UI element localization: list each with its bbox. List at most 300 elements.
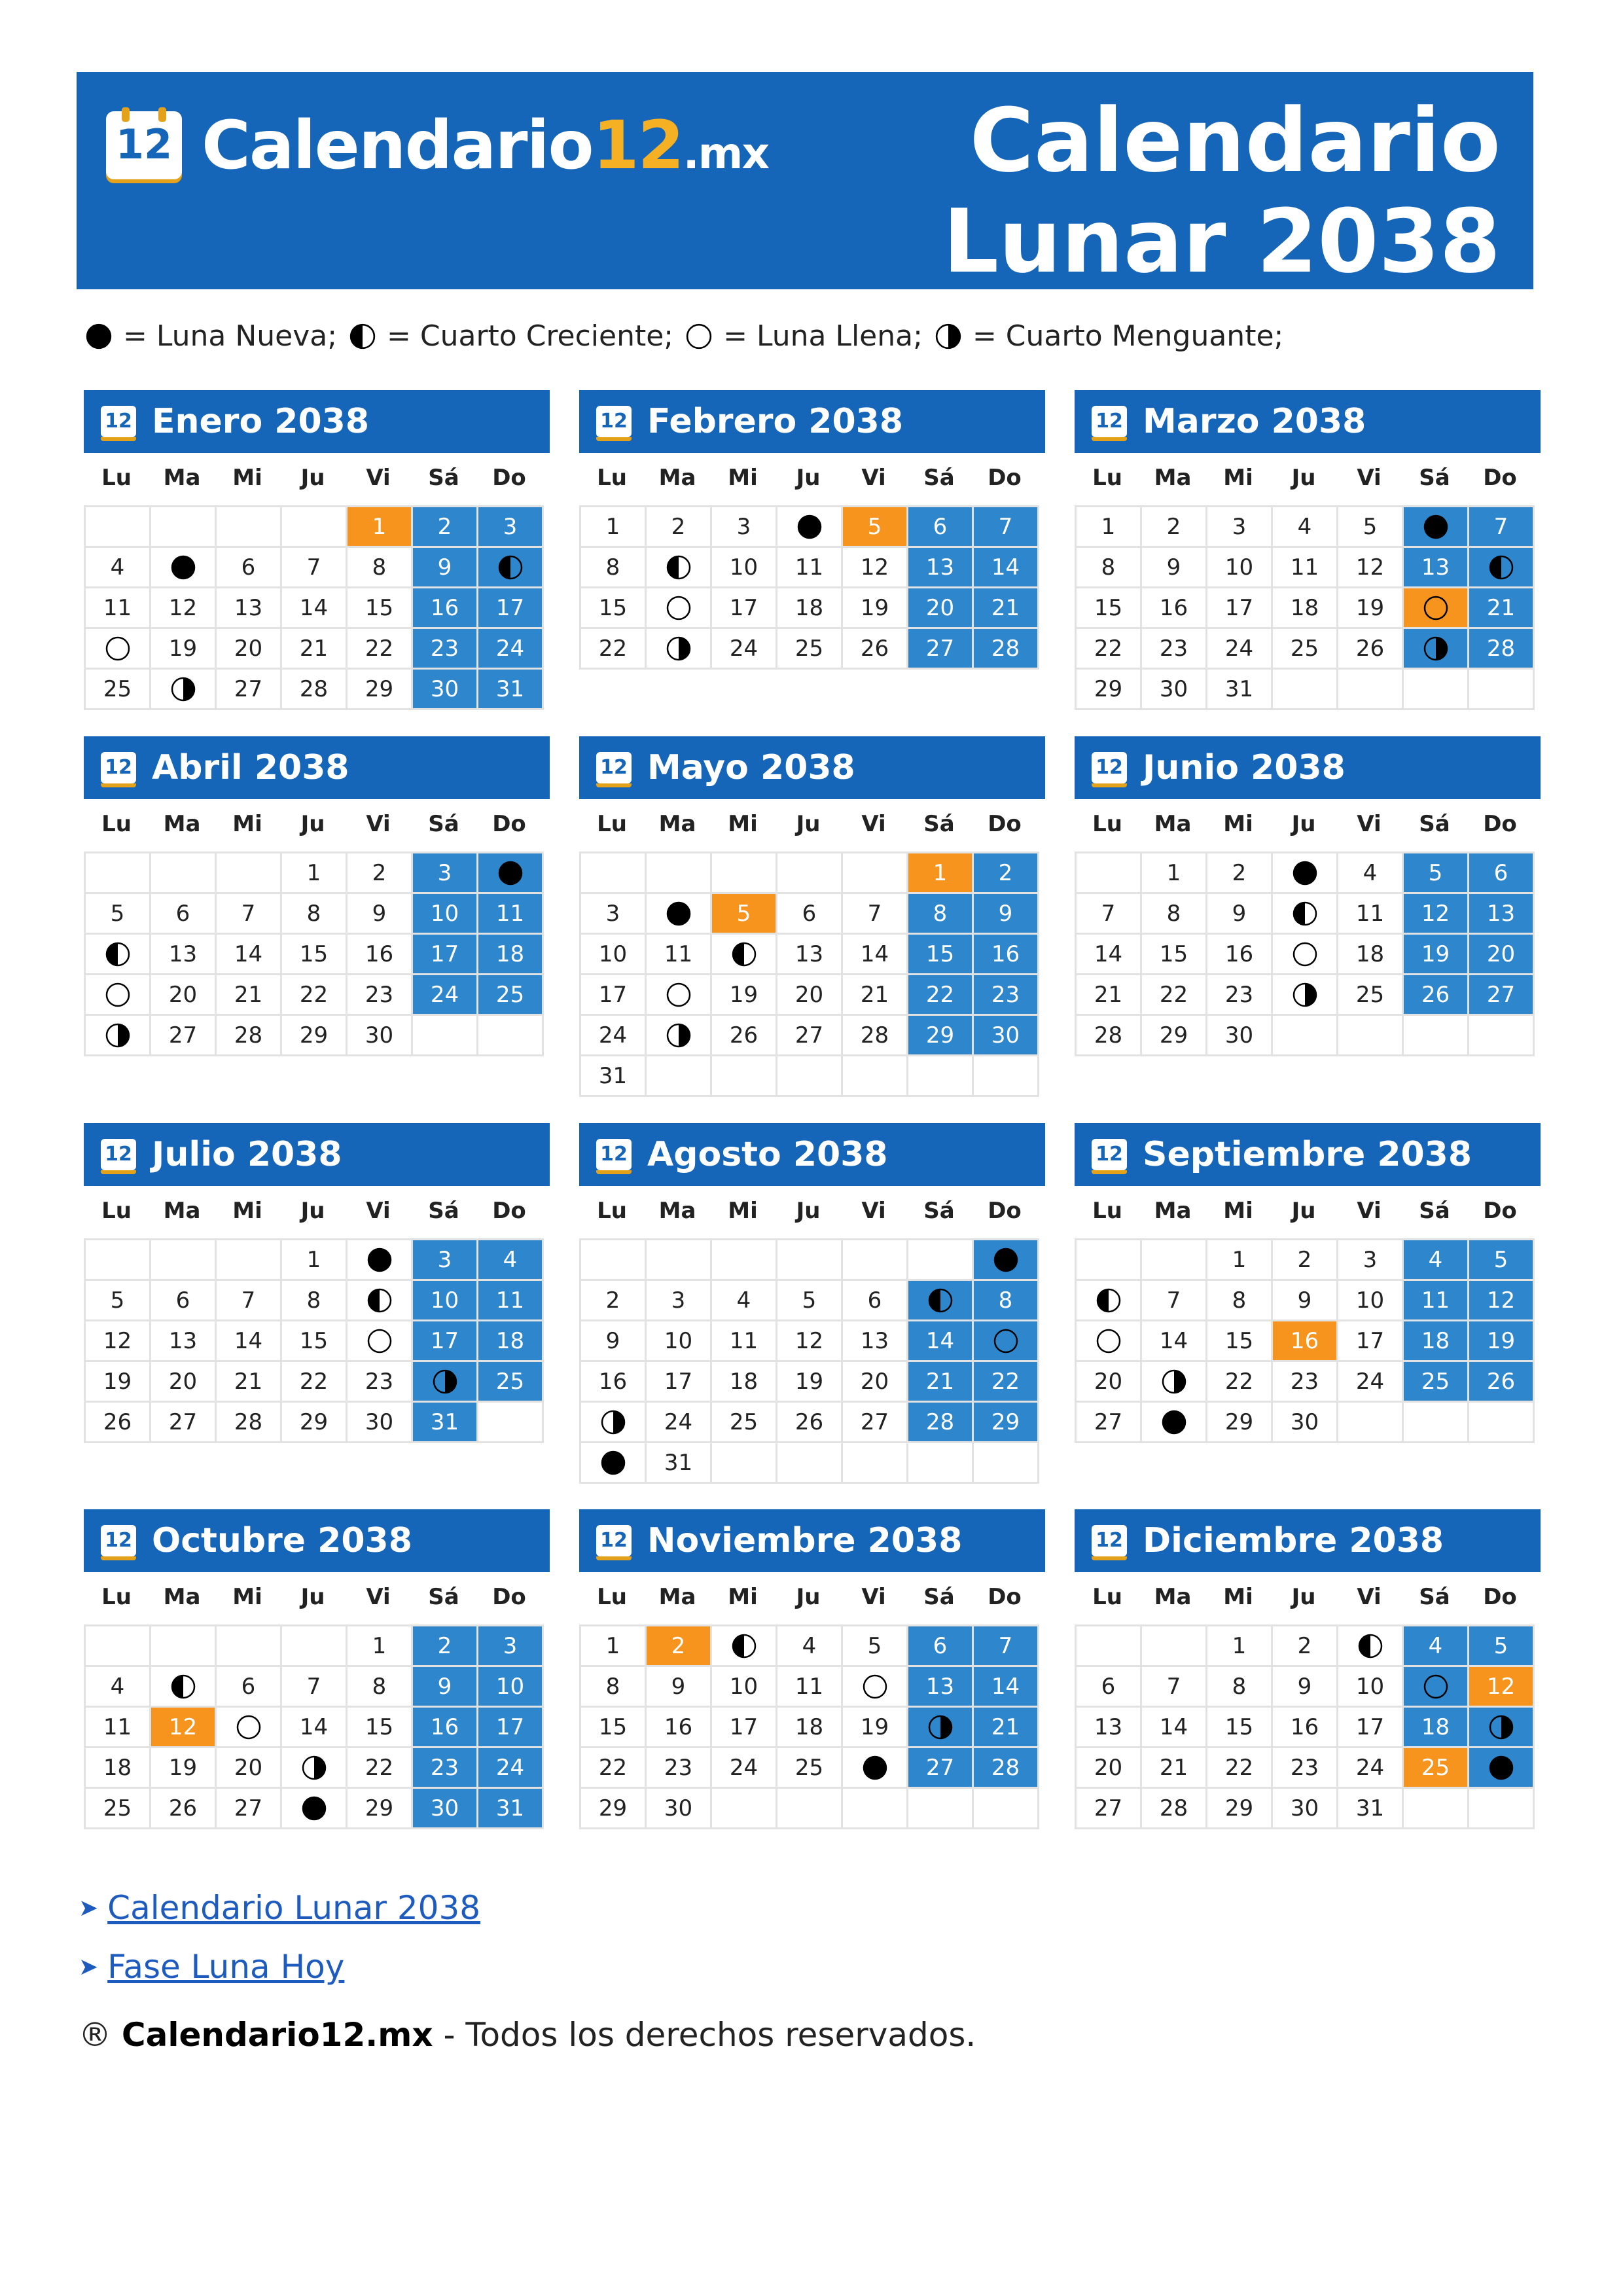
day-cell[interactable]: [974, 1321, 1039, 1362]
day-cell[interactable]: [413, 670, 478, 710]
day-cell[interactable]: [1142, 670, 1207, 710]
day-cell[interactable]: [348, 1789, 413, 1829]
day-cell[interactable]: [581, 1403, 647, 1443]
day-cell[interactable]: [1077, 1362, 1142, 1403]
day-cell[interactable]: [413, 548, 478, 588]
day-cell[interactable]: [1338, 1789, 1404, 1829]
day-cell[interactable]: [217, 1667, 282, 1708]
day-cell[interactable]: [478, 629, 544, 670]
day-cell[interactable]: [1404, 548, 1469, 588]
day-cell[interactable]: [217, 1321, 282, 1362]
day-cell[interactable]: [581, 629, 647, 670]
day-cell[interactable]: [1469, 935, 1535, 975]
day-cell[interactable]: [908, 935, 974, 975]
day-cell[interactable]: [1338, 1362, 1404, 1403]
day-cell[interactable]: [908, 894, 974, 935]
day-cell[interactable]: [1404, 1321, 1469, 1362]
day-cell[interactable]: [581, 1016, 647, 1056]
day-cell[interactable]: [1404, 1281, 1469, 1321]
day-cell[interactable]: [1338, 1240, 1404, 1281]
day-cell[interactable]: [843, 1362, 908, 1403]
day-cell[interactable]: [282, 629, 348, 670]
day-cell[interactable]: [647, 588, 712, 629]
day-cell[interactable]: [1142, 975, 1207, 1016]
day-cell[interactable]: [1404, 1708, 1469, 1748]
day-cell[interactable]: [1207, 853, 1273, 894]
day-cell[interactable]: [1273, 548, 1338, 588]
day-cell[interactable]: [712, 1667, 777, 1708]
day-cell[interactable]: [843, 1626, 908, 1667]
day-cell[interactable]: [843, 588, 908, 629]
day-cell[interactable]: [908, 1748, 974, 1789]
day-cell[interactable]: [777, 1016, 843, 1056]
day-cell[interactable]: [647, 1748, 712, 1789]
day-cell[interactable]: [86, 935, 151, 975]
day-cell[interactable]: [1142, 1016, 1207, 1056]
day-cell[interactable]: [647, 1443, 712, 1484]
day-cell[interactable]: [282, 1708, 348, 1748]
day-cell[interactable]: [282, 935, 348, 975]
day-cell[interactable]: [712, 548, 777, 588]
day-cell[interactable]: [478, 1667, 544, 1708]
day-cell[interactable]: [1273, 894, 1338, 935]
day-cell[interactable]: [413, 1403, 478, 1443]
day-cell[interactable]: [908, 1708, 974, 1748]
day-cell[interactable]: [1404, 935, 1469, 975]
day-cell[interactable]: [217, 548, 282, 588]
day-cell[interactable]: [712, 975, 777, 1016]
day-cell[interactable]: [712, 935, 777, 975]
day-cell[interactable]: [217, 1789, 282, 1829]
day-cell[interactable]: [1142, 1321, 1207, 1362]
day-cell[interactable]: [647, 629, 712, 670]
day-cell[interactable]: [1142, 1748, 1207, 1789]
day-cell[interactable]: [1404, 629, 1469, 670]
day-cell[interactable]: [908, 1321, 974, 1362]
day-cell[interactable]: [581, 1056, 647, 1097]
day-cell[interactable]: [974, 1240, 1039, 1281]
day-cell[interactable]: [1077, 935, 1142, 975]
day-cell[interactable]: [974, 1748, 1039, 1789]
day-cell[interactable]: [348, 507, 413, 548]
day-cell[interactable]: [1273, 1626, 1338, 1667]
day-cell[interactable]: [1077, 975, 1142, 1016]
day-cell[interactable]: [413, 1789, 478, 1829]
day-cell[interactable]: [1404, 1362, 1469, 1403]
day-cell[interactable]: [1273, 1789, 1338, 1829]
day-cell[interactable]: [282, 1667, 348, 1708]
day-cell[interactable]: [843, 507, 908, 548]
day-cell[interactable]: [647, 1016, 712, 1056]
day-cell[interactable]: [1142, 1403, 1207, 1443]
day-cell[interactable]: [282, 1789, 348, 1829]
day-cell[interactable]: [151, 548, 217, 588]
day-cell[interactable]: [413, 629, 478, 670]
day-cell[interactable]: [1338, 975, 1404, 1016]
day-cell[interactable]: [1404, 1748, 1469, 1789]
day-cell[interactable]: [908, 1362, 974, 1403]
day-cell[interactable]: [1077, 670, 1142, 710]
day-cell[interactable]: [1207, 548, 1273, 588]
day-cell[interactable]: [1273, 975, 1338, 1016]
day-cell[interactable]: [1273, 1321, 1338, 1362]
day-cell[interactable]: [348, 1626, 413, 1667]
day-cell[interactable]: [777, 1403, 843, 1443]
day-cell[interactable]: [1207, 1362, 1273, 1403]
day-cell[interactable]: [1077, 588, 1142, 629]
day-cell[interactable]: [1207, 1321, 1273, 1362]
day-cell[interactable]: [1404, 894, 1469, 935]
day-cell[interactable]: [581, 507, 647, 548]
day-cell[interactable]: [86, 1748, 151, 1789]
day-cell[interactable]: [908, 1403, 974, 1443]
day-cell[interactable]: [777, 1626, 843, 1667]
day-cell[interactable]: [282, 1016, 348, 1056]
day-cell[interactable]: [777, 629, 843, 670]
day-cell[interactable]: [712, 507, 777, 548]
day-cell[interactable]: [478, 588, 544, 629]
day-cell[interactable]: [348, 1708, 413, 1748]
day-cell[interactable]: [217, 670, 282, 710]
day-cell[interactable]: [1273, 629, 1338, 670]
day-cell[interactable]: [413, 507, 478, 548]
day-cell[interactable]: [843, 975, 908, 1016]
day-cell[interactable]: [843, 1403, 908, 1443]
day-cell[interactable]: [151, 588, 217, 629]
day-cell[interactable]: [974, 1626, 1039, 1667]
day-cell[interactable]: [1077, 1016, 1142, 1056]
day-cell[interactable]: [581, 548, 647, 588]
day-cell[interactable]: [1469, 1667, 1535, 1708]
day-cell[interactable]: [777, 894, 843, 935]
day-cell[interactable]: [413, 1748, 478, 1789]
day-cell[interactable]: [1077, 548, 1142, 588]
day-cell[interactable]: [1077, 1403, 1142, 1443]
day-cell[interactable]: [647, 1403, 712, 1443]
day-cell[interactable]: [348, 1748, 413, 1789]
day-cell[interactable]: [478, 975, 544, 1016]
day-cell[interactable]: [1207, 1240, 1273, 1281]
day-cell[interactable]: [581, 1281, 647, 1321]
day-cell[interactable]: [151, 1748, 217, 1789]
day-cell[interactable]: [413, 1240, 478, 1281]
day-cell[interactable]: [478, 853, 544, 894]
day-cell[interactable]: [86, 548, 151, 588]
day-cell[interactable]: [1207, 894, 1273, 935]
day-cell[interactable]: [86, 1708, 151, 1748]
day-cell[interactable]: [86, 975, 151, 1016]
day-cell[interactable]: [1207, 588, 1273, 629]
day-cell[interactable]: [348, 1362, 413, 1403]
day-cell[interactable]: [777, 507, 843, 548]
day-cell[interactable]: [282, 1362, 348, 1403]
day-cell[interactable]: [1207, 975, 1273, 1016]
day-cell[interactable]: [908, 507, 974, 548]
day-cell[interactable]: [974, 853, 1039, 894]
day-cell[interactable]: [413, 1667, 478, 1708]
day-cell[interactable]: [348, 1403, 413, 1443]
day-cell[interactable]: [217, 629, 282, 670]
day-cell[interactable]: [908, 1667, 974, 1708]
day-cell[interactable]: [581, 1789, 647, 1829]
day-cell[interactable]: [1207, 935, 1273, 975]
day-cell[interactable]: [1469, 894, 1535, 935]
day-cell[interactable]: [1077, 1321, 1142, 1362]
day-cell[interactable]: [1338, 1667, 1404, 1708]
day-cell[interactable]: [478, 1321, 544, 1362]
day-cell[interactable]: [974, 894, 1039, 935]
day-cell[interactable]: [974, 1403, 1039, 1443]
day-cell[interactable]: [348, 670, 413, 710]
day-cell[interactable]: [1273, 588, 1338, 629]
day-cell[interactable]: [974, 548, 1039, 588]
day-cell[interactable]: [1077, 1748, 1142, 1789]
day-cell[interactable]: [86, 894, 151, 935]
day-cell[interactable]: [1404, 1626, 1469, 1667]
day-cell[interactable]: [282, 1321, 348, 1362]
day-cell[interactable]: [843, 1708, 908, 1748]
day-cell[interactable]: [581, 1443, 647, 1484]
day-cell[interactable]: [908, 588, 974, 629]
day-cell[interactable]: [647, 1281, 712, 1321]
day-cell[interactable]: [478, 1748, 544, 1789]
day-cell[interactable]: [1469, 548, 1535, 588]
day-cell[interactable]: [348, 975, 413, 1016]
day-cell[interactable]: [908, 1016, 974, 1056]
day-cell[interactable]: [151, 670, 217, 710]
day-cell[interactable]: [1469, 507, 1535, 548]
day-cell[interactable]: [1469, 1281, 1535, 1321]
day-cell[interactable]: [1273, 1748, 1338, 1789]
day-cell[interactable]: [217, 894, 282, 935]
day-cell[interactable]: [217, 1748, 282, 1789]
day-cell[interactable]: [777, 935, 843, 975]
day-cell[interactable]: [217, 1362, 282, 1403]
day-cell[interactable]: [581, 1748, 647, 1789]
day-cell[interactable]: [413, 1362, 478, 1403]
day-cell[interactable]: [843, 1321, 908, 1362]
day-cell[interactable]: [413, 975, 478, 1016]
day-cell[interactable]: [581, 1667, 647, 1708]
day-cell[interactable]: [712, 1748, 777, 1789]
day-cell[interactable]: [1142, 629, 1207, 670]
day-cell[interactable]: [348, 588, 413, 629]
day-cell[interactable]: [151, 1321, 217, 1362]
day-cell[interactable]: [1077, 1708, 1142, 1748]
day-cell[interactable]: [348, 1667, 413, 1708]
day-cell[interactable]: [1273, 935, 1338, 975]
day-cell[interactable]: [1207, 670, 1273, 710]
day-cell[interactable]: [282, 548, 348, 588]
day-cell[interactable]: [1142, 1362, 1207, 1403]
day-cell[interactable]: [1207, 1281, 1273, 1321]
day-cell[interactable]: [1273, 1403, 1338, 1443]
day-cell[interactable]: [908, 1626, 974, 1667]
day-cell[interactable]: [478, 935, 544, 975]
day-cell[interactable]: [1338, 1626, 1404, 1667]
day-cell[interactable]: [348, 894, 413, 935]
day-cell[interactable]: [647, 1667, 712, 1708]
day-cell[interactable]: [348, 1321, 413, 1362]
day-cell[interactable]: [974, 629, 1039, 670]
day-cell[interactable]: [974, 1362, 1039, 1403]
day-cell[interactable]: [581, 1626, 647, 1667]
day-cell[interactable]: [86, 588, 151, 629]
day-cell[interactable]: [777, 1708, 843, 1748]
day-cell[interactable]: [348, 1240, 413, 1281]
day-cell[interactable]: [974, 1016, 1039, 1056]
day-cell[interactable]: [151, 1016, 217, 1056]
day-cell[interactable]: [974, 935, 1039, 975]
day-cell[interactable]: [1469, 1240, 1535, 1281]
fase-luna-hoy-link[interactable]: Fase Luna Hoy: [107, 1948, 345, 1986]
day-cell[interactable]: [413, 1626, 478, 1667]
day-cell[interactable]: [1338, 935, 1404, 975]
day-cell[interactable]: [1142, 894, 1207, 935]
day-cell[interactable]: [1207, 1626, 1273, 1667]
day-cell[interactable]: [282, 975, 348, 1016]
day-cell[interactable]: [1338, 1708, 1404, 1748]
day-cell[interactable]: [217, 935, 282, 975]
day-cell[interactable]: [712, 629, 777, 670]
day-cell[interactable]: [712, 1281, 777, 1321]
day-cell[interactable]: [1404, 1667, 1469, 1708]
day-cell[interactable]: [478, 1789, 544, 1829]
day-cell[interactable]: [413, 1321, 478, 1362]
day-cell[interactable]: [1207, 1708, 1273, 1748]
day-cell[interactable]: [1077, 1281, 1142, 1321]
day-cell[interactable]: [843, 629, 908, 670]
day-cell[interactable]: [348, 853, 413, 894]
day-cell[interactable]: [843, 1281, 908, 1321]
day-cell[interactable]: [777, 1667, 843, 1708]
day-cell[interactable]: [1207, 1789, 1273, 1829]
day-cell[interactable]: [712, 1403, 777, 1443]
day-cell[interactable]: [581, 1321, 647, 1362]
day-cell[interactable]: [581, 935, 647, 975]
day-cell[interactable]: [478, 1362, 544, 1403]
day-cell[interactable]: [348, 935, 413, 975]
day-cell[interactable]: [151, 1708, 217, 1748]
day-cell[interactable]: [647, 1789, 712, 1829]
day-cell[interactable]: [1273, 1362, 1338, 1403]
day-cell[interactable]: [1077, 507, 1142, 548]
day-cell[interactable]: [1273, 507, 1338, 548]
day-cell[interactable]: [712, 1321, 777, 1362]
day-cell[interactable]: [712, 1708, 777, 1748]
day-cell[interactable]: [151, 1789, 217, 1829]
day-cell[interactable]: [413, 935, 478, 975]
day-cell[interactable]: [1077, 629, 1142, 670]
link-fase-luna-hoy[interactable]: [79, 1937, 480, 1996]
day-cell[interactable]: [647, 507, 712, 548]
day-cell[interactable]: [712, 1016, 777, 1056]
calendario-lunar-link[interactable]: Calendario Lunar 2038: [107, 1889, 481, 1927]
day-cell[interactable]: [777, 1321, 843, 1362]
day-cell[interactable]: [1338, 853, 1404, 894]
day-cell[interactable]: [647, 1362, 712, 1403]
day-cell[interactable]: [282, 853, 348, 894]
day-cell[interactable]: [1469, 853, 1535, 894]
day-cell[interactable]: [1338, 1281, 1404, 1321]
day-cell[interactable]: [413, 1708, 478, 1748]
day-cell[interactable]: [1273, 1708, 1338, 1748]
day-cell[interactable]: [647, 935, 712, 975]
day-cell[interactable]: [86, 1403, 151, 1443]
day-cell[interactable]: [151, 1403, 217, 1443]
day-cell[interactable]: [282, 1403, 348, 1443]
day-cell[interactable]: [1077, 894, 1142, 935]
day-cell[interactable]: [777, 1748, 843, 1789]
day-cell[interactable]: [1338, 1321, 1404, 1362]
day-cell[interactable]: [217, 1281, 282, 1321]
day-cell[interactable]: [581, 894, 647, 935]
day-cell[interactable]: [647, 1626, 712, 1667]
day-cell[interactable]: [478, 1708, 544, 1748]
day-cell[interactable]: [151, 629, 217, 670]
day-cell[interactable]: [777, 975, 843, 1016]
day-cell[interactable]: [86, 1362, 151, 1403]
day-cell[interactable]: [1207, 1403, 1273, 1443]
day-cell[interactable]: [151, 1667, 217, 1708]
day-cell[interactable]: [151, 894, 217, 935]
day-cell[interactable]: [86, 1667, 151, 1708]
day-cell[interactable]: [1142, 1281, 1207, 1321]
day-cell[interactable]: [217, 588, 282, 629]
day-cell[interactable]: [1273, 1240, 1338, 1281]
day-cell[interactable]: [1142, 935, 1207, 975]
day-cell[interactable]: [777, 1281, 843, 1321]
day-cell[interactable]: [348, 629, 413, 670]
day-cell[interactable]: [478, 548, 544, 588]
day-cell[interactable]: [1273, 1667, 1338, 1708]
day-cell[interactable]: [1469, 1708, 1535, 1748]
day-cell[interactable]: [86, 629, 151, 670]
day-cell[interactable]: [581, 1362, 647, 1403]
day-cell[interactable]: [348, 1281, 413, 1321]
day-cell[interactable]: [1142, 853, 1207, 894]
day-cell[interactable]: [1142, 1667, 1207, 1708]
day-cell[interactable]: [478, 1281, 544, 1321]
day-cell[interactable]: [647, 975, 712, 1016]
day-cell[interactable]: [908, 1281, 974, 1321]
day-cell[interactable]: [1338, 1748, 1404, 1789]
day-cell[interactable]: [647, 894, 712, 935]
day-cell[interactable]: [413, 588, 478, 629]
day-cell[interactable]: [908, 853, 974, 894]
day-cell[interactable]: [1273, 853, 1338, 894]
day-cell[interactable]: [282, 1281, 348, 1321]
day-cell[interactable]: [1404, 853, 1469, 894]
day-cell[interactable]: [86, 1789, 151, 1829]
day-cell[interactable]: [974, 588, 1039, 629]
day-cell[interactable]: [1207, 507, 1273, 548]
day-cell[interactable]: [712, 894, 777, 935]
day-cell[interactable]: [413, 1281, 478, 1321]
day-cell[interactable]: [843, 894, 908, 935]
day-cell[interactable]: [1404, 588, 1469, 629]
day-cell[interactable]: [86, 1321, 151, 1362]
day-cell[interactable]: [1338, 507, 1404, 548]
day-cell[interactable]: [282, 894, 348, 935]
day-cell[interactable]: [974, 975, 1039, 1016]
day-cell[interactable]: [151, 975, 217, 1016]
day-cell[interactable]: [908, 629, 974, 670]
day-cell[interactable]: [478, 1626, 544, 1667]
day-cell[interactable]: [1338, 588, 1404, 629]
day-cell[interactable]: [151, 1281, 217, 1321]
day-cell[interactable]: [1077, 1667, 1142, 1708]
